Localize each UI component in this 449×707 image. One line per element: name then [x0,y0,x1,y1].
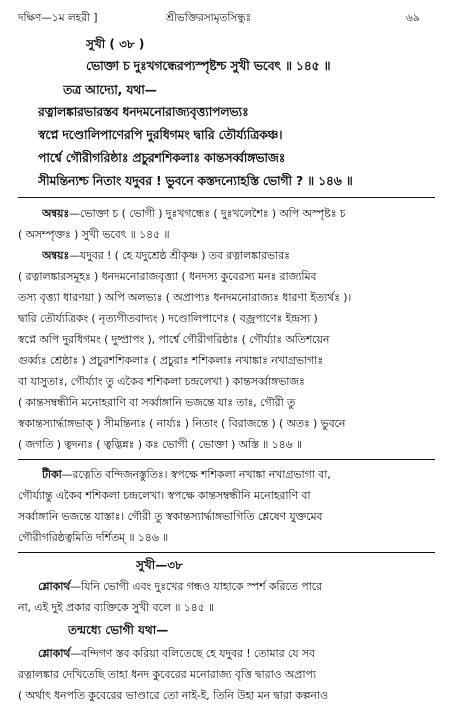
commentary-label: অন্বয়ঃ [42,207,70,220]
header-left: দক্ষিণ—১ম লহরী ] [18,12,98,24]
translation-line [18,687,442,706]
commentary-text: ( রত্নালঙ্কারসমূহঃ ) ধনদমনোরাজবৃত্ত্যা ( ধনদস্য কুবেরস্য মনঃ রাজ্যমিব [18,270,317,283]
commentary-line [18,436,442,455]
translation-label: শ্লোকার্থ [38,580,71,593]
tika-text: সর্ব্বাঙ্গানি ভজন্তে যাস্তাঃ। গৌরী তু স্বকান্তস্যার্দ্ধাঙ্গভাগিতি শ্লেষেণ যুক্তমেব [18,510,323,523]
tika-line [18,487,442,506]
commentary-line [42,205,442,224]
commentary-text: ( অসম্পৃক্তঃ ) সুখী ভবেৎ ॥ ১৪৫ ॥ [18,228,170,241]
translation-label: শ্লোকার্থ [38,647,71,660]
commentary-text: স্বপ্নে অপি দুরধিগমং ( দুষ্প্রাপং ), পার্শ্বে গৌরীগরিষ্ঠাঃ ( গৌর্য্যাঃ অতিশয়েন [18,333,330,346]
commentary-line [18,331,442,350]
commentary-label: অন্বয়ঃ [42,249,70,262]
commentary-line [42,247,442,266]
translation-text: —যিনি ভোগী এবং দুঃখের গন্ধও যাহাকে স্পর্শ করিতে পারে [70,580,322,593]
shloka-line: স্বপ্নে দণ্ডোলিপাণেরপি দুরধিগমং দ্বারি তৌর্য্যত্রিকঞ্চ। [38,128,283,142]
page-number: ৬৯ [406,12,420,24]
verse-145: ভোক্তা চ দুঃখগন্ধেরপ্যস্পৃষ্টশ্চ সুখী ভবেৎ ॥ ১৪৫ ॥ [86,59,331,73]
example-intro-label: তত্র আদ্যো, যথা [63,83,145,97]
tika-text: গৌরীগরিষ্ঠত্বমিতি দর্শিতম্ ॥ ১৪৬ ॥ [18,531,169,544]
tika-text: গৌর্য্যান্তু একৈব শশিকলা চন্দ্রলেখা। স্বপক্ষে কান্তসম্বন্ধীনি মনোহরাণি বা [18,489,311,502]
tika-line [42,466,442,485]
commentary-line [18,352,442,371]
commentary-text: —ভোক্তা চ ( ভোগী ) দুঃখগন্ধেঃ ( দুঃখলেশৈঃ ) অপি অস্পৃষ্টঃ চ [69,207,346,220]
example-intro-dash: — [144,83,157,97]
translation-line [18,599,442,618]
commentary-text: ( কান্তসম্বন্ধীনি মনোহরাণি বা সর্ব্বাঙ্গানি ভজন্তে যাঃ তাঃ, গৌরী তু [18,396,296,409]
tika-label: টীকা [42,468,62,481]
translation-text: না, এই দুই প্রকার ব্যক্তিকে সুখী বলে ॥ ১৪৫ ॥ [18,601,214,614]
divider [18,197,435,198]
translation-text: রত্নালঙ্কার দেখিতেছি তাহা ধনদ কুবেরের মনোরাজ্য বৃত্তি দ্বারাও অপ্রাপ্য [18,668,316,681]
divider [18,552,435,553]
commentary-text: —যদুবর ! ( হে যদুশ্রেষ্ঠ শ্রীকৃষ্ণ ) তব রত্নালঙ্কারভারঃ [69,249,290,262]
section-heading-2: সুখী—৩৮ [136,558,183,572]
tika-line [18,529,442,548]
commentary-line [18,226,438,245]
header-title: শ্রীভক্তিরসামৃতসিন্ধুঃ [166,12,252,24]
translation-line [38,645,442,664]
translation-text: —বন্দিগণ স্তব করিয়া বলিতেছে হে যদুবর ! তোমার যে সব [70,647,315,660]
section-heading: সুখী ( ৩৮ ) [86,37,145,51]
translation-line [38,578,442,597]
commentary-text: বা যাসুতাঃ, গৌর্য্যাং তু একৈব শশিকলা চন্দ্রলেখা ) কান্তসর্ব্বাঙ্গভাজঃ [18,375,305,388]
commentary-text: তস্য বৃত্ত্যা ধারণয়া ) অপি অলভ্যঃ ( অপ্রাপ্যঃ ধনদমনোরাজ্যঃ ধারণা ইত্যর্থঃ )। [18,291,352,304]
commentary-text: স্বকান্তস্যার্দ্ধাঙ্গভাক্ ) সীমন্তিন্যঃ ( নার্য্যঃ ) নিতাং ( বিরাজন্তে ) ( অতঃ ) ভুবনে [18,417,346,430]
commentary-line [18,394,442,413]
commentary-line [18,415,442,434]
shloka-line: রত্নালঙ্কারভারস্তব ধনদমনোরাজ্যবৃত্ত্যাপলভ্যঃ [38,105,249,119]
commentary-line [18,289,442,308]
tika-text: —রত্নেতি বন্দিজনস্তুতিঃ। স্বপক্ষে শশিকলা নখাঙ্কা নখাগ্রভাগা বা, [61,468,331,481]
commentary-line [18,373,442,392]
translation-line [18,666,442,685]
example-intro [63,82,157,102]
shloka-line: সীমন্তিন্যশ্চ নিতাং যদুবর ! ভুবনে কস্তদন্যোহস্তি ভোগী ? ॥ ১৪৬ ॥ [38,174,353,188]
commentary-text: ( জগতি ) ত্বদন্যঃ ( ত্বদ্ভিন্নঃ ) কঃ ভোগী ( ভোক্তা ) অস্তি ॥ ১৪৬ ॥ [18,438,302,451]
translation-text: ( অর্থাৎ ধনপতি কুবেরের ভাণ্ডারে তো নাই-ই, তিনি উহা মন দ্বারা কল্পনাও [18,689,328,702]
commentary-line [18,268,442,287]
shloka-line: পার্শ্বে গৌরীগরিষ্ঠাঃ প্রচুরশশিকলাঃ কান্তসর্ব্বাঙ্গভাজঃ [38,151,286,165]
tika-line [18,508,442,527]
commentary-line [18,310,442,329]
commentary-text: গুর্ব্ব্যঃ শ্রেষ্ঠাঃ ) প্রচুরশশিকলাঃ ( প্রচুরাঃ শশিকলাঃ নখাঙ্কাঃ নখাগ্রভাগাঃ [18,354,324,367]
commentary-text: দ্বারি তৌর্য্যত্রিকং ( নৃত্যগীতবাদ্যং ) দণ্ডোলিপাণেঃ ( বজ্রপাণেঃ ইন্দ্রস্য ) [18,312,318,325]
example-subheading: তন্মধ্যে ভোগী যথা— [68,623,169,637]
divider [18,459,435,460]
